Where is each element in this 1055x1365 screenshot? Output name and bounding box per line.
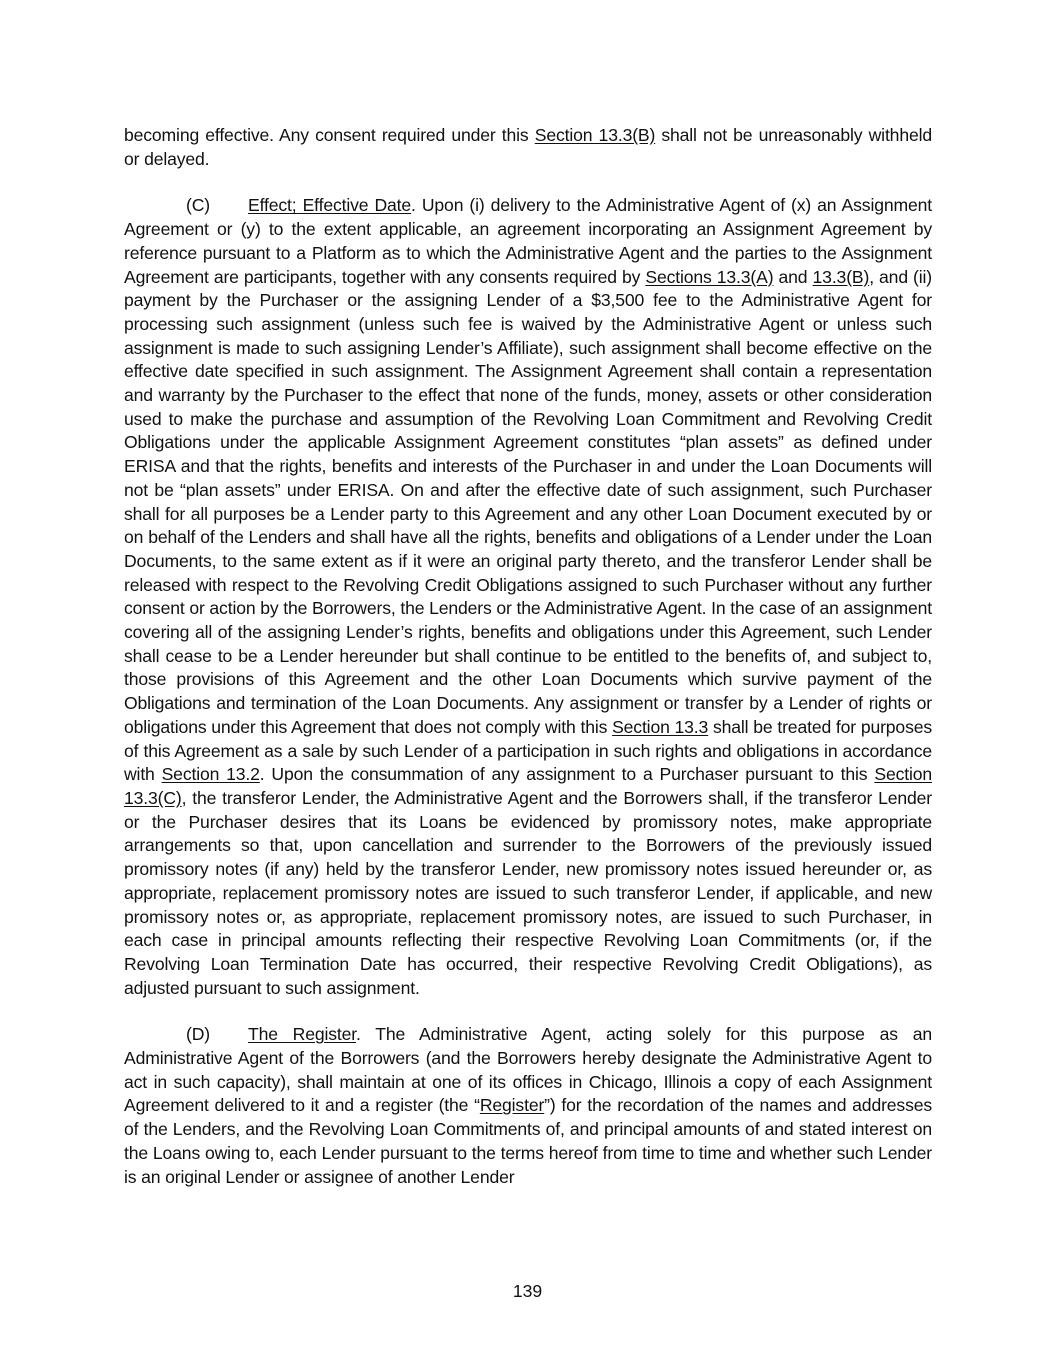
- text: , and (ii) payment by the Purchaser or the assigning Lender of a $3,500 fee to the Administrative Agent for processing such assignment (unless such fee is waived by the Administrative Agent or unless such assignment is made to such assigning Lender’s Affiliate), such assignment shall become effective on the effective date specified in such assignment. The Assignment Agreement shall contain a representation and warranty by the Purchaser to the effect that none of the funds, money, assets or other consideration used to make the purchase and assumption of the Revolving Loan Commitment and Revolving Credit Obligations under the applicable Assignment Agreement constitutes “plan assets” as defined under ERISA and that the rights, benefits and interests of the Purchaser in and under the Loan Documents will not be “plan assets” under ERISA. On and after the effective date of such assignment, such Purchaser shall for all purposes be a Lender party to this Agreement and any other Loan Document executed by or on behalf of the Lenders and shall have all the rights, benefits and obligations of a Lender under the Loan Documents, to the same extent as if it were an original party thereto, and the transferor Lender shall be released with respect to the Revolving Credit Obligations assigned to such Purchaser without any further consent or action by the Borrowers, the Lenders or the Administrative Agent. In the case of an assignment covering all of the assigning Lender’s rights, benefits and obligations under this Agreement, such Lender shall cease to be a Lender hereunder but shall continue to be entitled to the benefits of, and subject to, those provisions of this Agreement and the other Loan Documents which survive payment of the Obligations and termination of the Loan Documents. Any assignment or transfer by a Lender of rights or obligations under this Agreement that does not comply with this: [124, 266, 932, 737]
- section-reference: Section 13.3: [612, 716, 709, 737]
- page-number: 139: [512, 1281, 543, 1301]
- paragraph-d: [124, 1023, 932, 1189]
- section-reference: Section 13.2: [161, 764, 260, 785]
- text: and: [773, 266, 813, 287]
- clause-heading: Effect; Effective Date: [248, 195, 412, 216]
- text: becoming effective. Any consent required under this: [124, 125, 535, 145]
- text: . The Administrative Agent, acting solely for this purpose as an Administrative Agent of the Borrowers (and the Borrowers hereby designate the Administrative Agent to act in such capacity), shall maintain at one of its offices in Chicago, Illinois a copy of each Assignment Agreement delivered to it and a register (the “: [124, 1024, 932, 1116]
- clause-label: (C): [186, 195, 210, 216]
- defined-term: Register: [479, 1095, 545, 1116]
- text: shall not be unreasonably withheld or delayed.: [124, 125, 932, 169]
- text: shall be treated for purposes of this Agreement as a sale by such Lender of a participation in such rights and obligations in accordance with: [124, 716, 932, 785]
- paragraph-continuation: [124, 124, 932, 171]
- section-reference: Section 13.3(C): [124, 764, 932, 808]
- text: . Upon (i) delivery to the Administrative Agent of (x) an Assignment Agreement or (y) to the extent applicable, an agreement incorporating an Assignment Agreement by reference pursuant to a Platform as to which the Administrative Agent and the parties to the Assignment Agreement are participants, together with any consents required by: [124, 195, 932, 287]
- document-page: [124, 124, 932, 1189]
- text: , the transferor Lender, the Administrative Agent and the Borrowers shall, if the transferor Lender or the Purchaser desires that its Loans be evidenced by promissory notes, make appropriate arrangements so that, upon cancellation and surrender to the Borrowers of the previously issued promissory notes (if any) held by the transferor Lender, new promissory notes issued hereunder or, as appropriate, replacement promissory notes are issued to such transferor Lender, if applicable, and new promissory notes or, as appropriate, replacement promissory notes, are issued to such Purchaser, in each case in principal amounts reflecting their respective Revolving Loan Commitments (or, if the Revolving Loan Termination Date has occurred, their respective Revolving Credit Obligations), as adjusted pursuant to such assignment.: [124, 787, 932, 998]
- section-reference: 13.3(B): [812, 266, 870, 287]
- section-reference: Section 13.3(B): [534, 125, 656, 145]
- paragraph-c: [124, 194, 932, 1000]
- text: . Upon the consummation of any assignment to a Purchaser pursuant to this: [259, 764, 875, 785]
- clause-heading: The Register: [248, 1024, 357, 1045]
- clause-label: (D): [186, 1024, 210, 1045]
- section-reference: Sections 13.3(A): [645, 266, 774, 287]
- text: ”) for the recordation of the names and addresses of the Lenders, and the Revolving Loan Commitments of, and principal amounts of and stated interest on the Loans owing to, each Lender pursuant to the terms hereof from time to time and whether such Lender is an original Lender or assignee of another Lender: [124, 1095, 932, 1187]
